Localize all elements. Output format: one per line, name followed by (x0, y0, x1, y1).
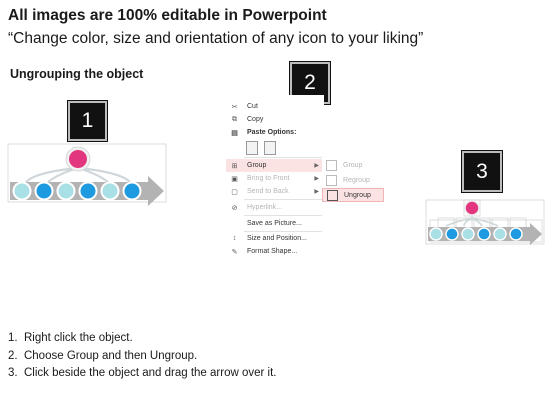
step-badge-3: 3 (462, 151, 502, 192)
menu-separator (244, 199, 322, 200)
submenu-item-label: Group (343, 161, 363, 169)
menu-item-paste-options (226, 126, 324, 139)
submenu-item-label: Ungroup (344, 191, 371, 199)
submenu-item-regroup[interactable] (322, 173, 384, 187)
menu-item-bring-to-front[interactable] (226, 172, 324, 185)
menu-item-format-shape[interactable] (226, 245, 324, 258)
link-icon: ⊘ (231, 204, 238, 212)
group-submenu (322, 155, 384, 205)
blue-circle (510, 228, 522, 240)
submenu-arrow-icon: ▶ (314, 163, 319, 169)
menu-item-hyperlink[interactable] (226, 201, 324, 214)
instruction-list (8, 332, 276, 385)
paste-keep-formatting-icon[interactable] (246, 141, 258, 155)
instruction-item: 2. Choose Group and then Ungroup. (8, 349, 198, 362)
teal-circle (102, 183, 119, 200)
context-menu (226, 95, 324, 261)
paste-picture-icon[interactable] (264, 141, 276, 155)
menu-item-label: Bring to Front (247, 175, 290, 182)
teal-circle (494, 228, 506, 240)
menu-item-copy[interactable] (226, 113, 324, 126)
menu-item-label: Send to Back (247, 188, 289, 195)
blue-circle (124, 183, 141, 200)
teal-circle (430, 228, 442, 240)
menu-item-label: Paste Options: (247, 129, 297, 136)
clipboard-icon: ▤ (231, 129, 238, 137)
blue-circle (478, 228, 490, 240)
paste-option-icons (246, 141, 276, 155)
menu-item-send-to-back[interactable] (226, 185, 324, 198)
pink-hub (465, 201, 479, 215)
copy-icon: ⧉ (232, 115, 237, 123)
bring-front-icon: ▣ (231, 175, 238, 183)
pink-hub (69, 150, 87, 168)
ungroup-icon (327, 190, 338, 201)
instruction-text: Right click the object. (23, 332, 133, 344)
instruction-item: 3. Click beside the object and drag the arrow over it. (8, 367, 277, 379)
send-back-icon: ▢ (231, 188, 238, 196)
menu-separator (244, 157, 322, 158)
submenu-item-label: Regroup (343, 176, 370, 184)
section-label: Ungrouping the object (10, 67, 144, 81)
group-icon (326, 160, 337, 171)
blue-circle (36, 183, 53, 200)
page-title: All images are 100% editable in Powerpoint (8, 7, 327, 24)
menu-item-size-and-position[interactable] (226, 232, 324, 245)
menu-separator (244, 215, 322, 216)
step-badge-1: 1 (68, 101, 107, 141)
blue-circle (80, 183, 97, 200)
menu-item-label: Cut (247, 103, 258, 110)
format-shape-icon: ✎ (231, 248, 238, 256)
submenu-item-group[interactable] (322, 158, 384, 172)
blue-circle (446, 228, 458, 240)
instruction-item: 1. Right click the object. (8, 332, 133, 344)
group-icon: ⊞ (231, 162, 238, 170)
submenu-item-ungroup[interactable] (322, 188, 384, 202)
instruction-text: Click beside the object and drag the arrow over it. (23, 367, 277, 379)
grouped-object-graphic[interactable] (8, 138, 168, 210)
instruction-text: Choose Group and then Ungroup. (23, 349, 198, 362)
menu-item-label: Copy (247, 116, 264, 123)
step-badge-2: 2 (290, 62, 330, 104)
teal-circle (462, 228, 474, 240)
menu-item-label: Format Shape... (247, 248, 298, 255)
menu-item-cut[interactable] (226, 100, 324, 113)
menu-item-save-as-picture[interactable] (226, 217, 324, 230)
menu-item-label: Size and Position... (247, 235, 307, 242)
resize-icon: ↕ (232, 235, 237, 242)
regroup-icon (326, 175, 337, 186)
teal-circle (58, 183, 75, 200)
ungrouped-object-graphic[interactable] (424, 198, 548, 248)
menu-item-label: Save as Picture... (247, 220, 302, 227)
submenu-arrow-icon: ▶ (314, 189, 319, 195)
teal-circle (14, 183, 31, 200)
menu-item-label: Hyperlink... (247, 204, 283, 211)
scissors-icon: ✂ (231, 103, 238, 111)
submenu-arrow-icon: ▶ (314, 176, 319, 182)
menu-item-group[interactable] (226, 159, 324, 172)
menu-item-label: Group (247, 162, 267, 169)
page-subtitle: “Change color, size and orientation of any icon to your liking” (8, 30, 424, 47)
